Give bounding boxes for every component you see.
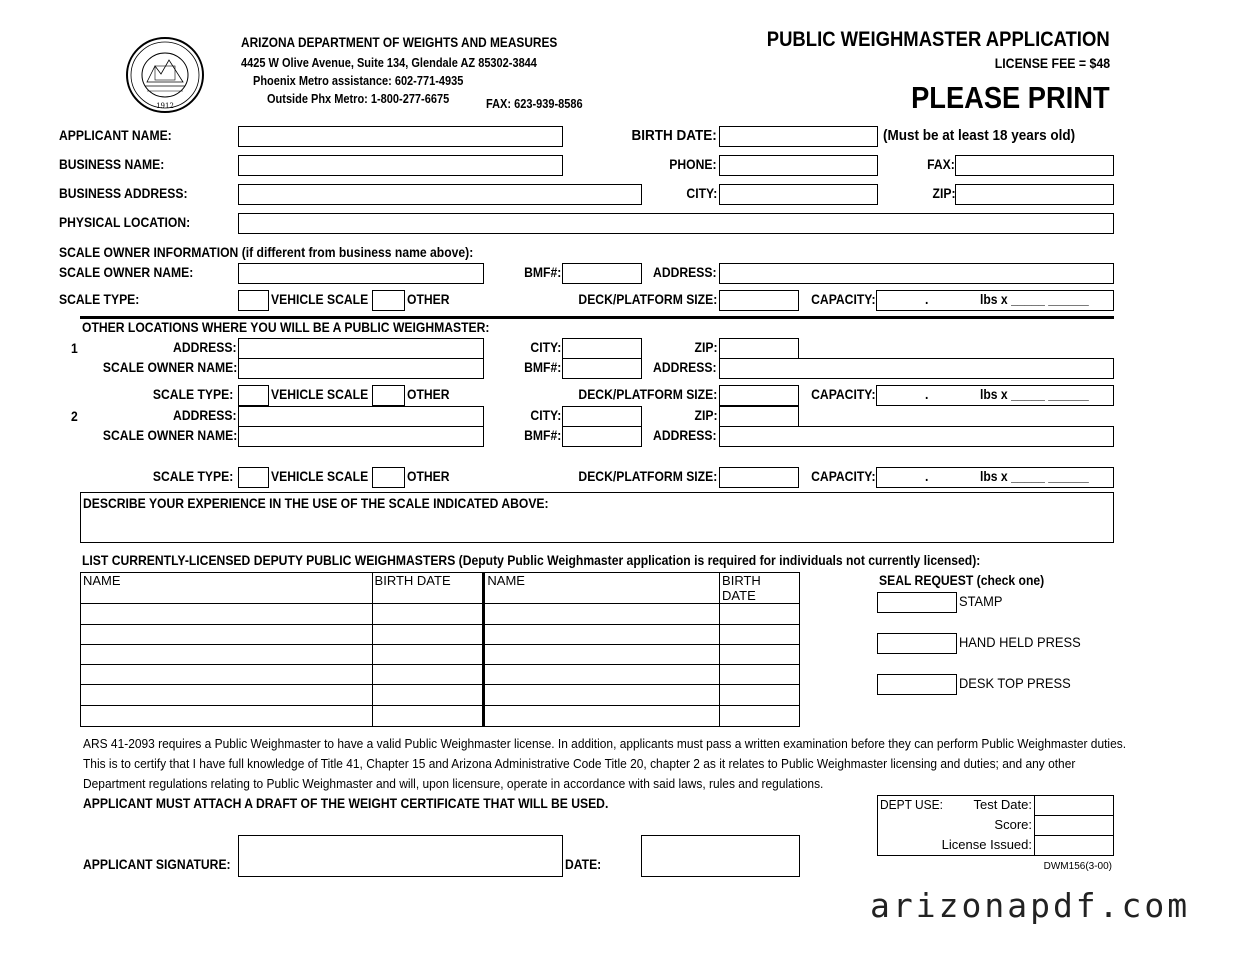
table-row [81, 625, 800, 645]
form-title: PUBLIC WEIGHMASTER APPLICATION [767, 28, 1110, 51]
table-cell[interactable] [372, 665, 484, 685]
capacity-lbs: lbs x _____ ______ [980, 292, 1089, 307]
loc2-bmf-field[interactable] [562, 426, 642, 447]
loc1-city-label: CITY: [530, 340, 561, 355]
table-cell[interactable] [720, 625, 800, 645]
bmf-field[interactable] [562, 263, 642, 284]
watermark: arizonapdf.com [870, 886, 1191, 925]
applicant-name-label: APPLICANT NAME: [59, 128, 172, 143]
col-name2-header: NAME [484, 573, 720, 604]
loc2-owner-name-label: SCALE OWNER NAME: [102, 428, 237, 443]
phoenix-phone: Phoenix Metro assistance: 602-771-4935 [253, 74, 464, 88]
loc1-capacity-dot: . [925, 387, 929, 402]
test-date-field[interactable] [1034, 795, 1114, 816]
loc2-scale-type-label: SCALE TYPE: [152, 469, 233, 484]
loc2-capacity-label: CAPACITY: [810, 469, 875, 484]
hand-held-label: HAND HELD PRESS [959, 634, 1081, 650]
desk-top-label: DESK TOP PRESS [959, 675, 1071, 691]
loc1-vehicle-scale-checkbox[interactable] [238, 385, 269, 406]
applicant-name-field[interactable] [238, 126, 563, 147]
loc1-other-checkbox[interactable] [372, 385, 405, 406]
scale-owner-section-label: SCALE OWNER INFORMATION (if different from business name above): [59, 245, 474, 260]
license-issued-field[interactable] [1034, 835, 1114, 856]
loc2-bmf-label: BMF#: [523, 428, 561, 443]
loc1-other-label: OTHER [407, 387, 450, 402]
table-cell[interactable] [484, 665, 720, 685]
stamp-checkbox[interactable] [877, 592, 957, 613]
loc2-capacity-lbs: lbs x _____ ______ [980, 469, 1089, 484]
table-row [81, 604, 800, 625]
loc2-deck-label: DECK/PLATFORM SIZE: [578, 469, 717, 484]
table-cell[interactable] [81, 685, 373, 706]
loc2-vehicle-scale-label: VEHICLE SCALE [271, 469, 369, 484]
please-print: PLEASE PRINT [911, 80, 1110, 115]
phone-field[interactable] [719, 155, 878, 176]
agency-address: 4425 W Olive Avenue, Suite 134, Glendale AZ 85302-3844 [241, 56, 537, 70]
loc1-deck-field[interactable] [719, 385, 799, 406]
business-address-label: BUSINESS ADDRESS: [59, 186, 188, 201]
legal-line-1: ARS 41-2093 requires a Public Weighmaster to have a valid Public Weighmaster license. In addition, applicants must pass a written examination before they can perform Public Weighmaster duties. [83, 736, 1127, 751]
table-cell[interactable] [484, 645, 720, 665]
table-row [81, 645, 800, 665]
legal-line-2: This is to certify that I have full knowledge of Title 41, Chapter 15 and Arizona Administrative Code Title 20, chapter 2 as it relates to Public Weighmaster licensing and duties; and any other [83, 756, 1076, 771]
loc1-vehicle-scale-label: VEHICLE SCALE [271, 387, 369, 402]
table-cell[interactable] [484, 604, 720, 625]
fax-field[interactable] [955, 155, 1114, 176]
loc2-other-checkbox[interactable] [372, 467, 405, 488]
loc2-city-field[interactable] [562, 406, 642, 427]
fax-label: FAX: [927, 157, 955, 172]
loc1-capacity-label: CAPACITY: [810, 387, 875, 402]
loc2-zip-label: ZIP: [694, 408, 717, 423]
zip-field[interactable] [955, 184, 1114, 205]
table-cell[interactable] [81, 625, 373, 645]
business-name-label: BUSINESS NAME: [59, 157, 165, 172]
agency-fax: FAX: 623-939-8586 [486, 97, 583, 111]
desk-top-checkbox[interactable] [877, 674, 957, 695]
scale-owner-name-field[interactable] [238, 263, 484, 284]
table-cell[interactable] [372, 706, 484, 727]
license-fee: LICENSE FEE = $48 [994, 55, 1110, 71]
loc2-city-label: CITY: [530, 408, 561, 423]
location-1-number: 1 [71, 341, 78, 356]
other-checkbox[interactable] [372, 290, 405, 311]
table-row [81, 706, 800, 727]
outside-phoenix-phone: Outside Phx Metro: 1-800-277-6675 [267, 92, 450, 106]
loc1-zip-field[interactable] [719, 338, 799, 359]
table-cell[interactable] [81, 645, 373, 665]
experience-label: DESCRIBE YOUR EXPERIENCE IN THE USE OF THE SCALE INDICATED ABOVE: [83, 496, 549, 511]
capacity-label: CAPACITY: [810, 292, 875, 307]
loc2-deck-field[interactable] [719, 467, 799, 488]
col-birth2-header: BIRTH DATE [720, 573, 800, 604]
form-code: DWM156(3-00) [1043, 861, 1112, 872]
table-cell[interactable] [720, 645, 800, 665]
table-cell[interactable] [720, 685, 800, 706]
loc2-zip-field[interactable] [719, 406, 799, 427]
table-row [81, 665, 800, 685]
table-cell[interactable] [81, 604, 373, 625]
table-cell[interactable] [720, 604, 800, 625]
stamp-label: STAMP [959, 593, 1003, 609]
hand-held-checkbox[interactable] [877, 633, 957, 654]
loc2-address-field[interactable] [238, 406, 484, 427]
loc1-city-field[interactable] [562, 338, 642, 359]
loc2-vehicle-scale-checkbox[interactable] [238, 467, 269, 488]
bmf-label: BMF#: [523, 265, 561, 280]
loc1-address-label: ADDRESS: [173, 340, 237, 355]
location-2-number: 2 [71, 409, 78, 424]
city-label: CITY: [686, 186, 717, 201]
loc1-bmf-label: BMF#: [523, 360, 561, 375]
loc1-address-field[interactable] [238, 338, 484, 359]
legal-line-3: Department regulations relating to Public Weighmaster and will, upon licensure, operate in accordance with said laws, rules and regulations. [83, 776, 824, 791]
age-note: (Must be at least 18 years old) [883, 127, 1076, 144]
license-issued-label: License Issued: [941, 837, 1032, 852]
loc2-other-label: OTHER [407, 469, 450, 484]
loc1-scale-type-label: SCALE TYPE: [152, 387, 233, 402]
vehicle-scale-label: VEHICLE SCALE [271, 292, 369, 307]
table-cell[interactable] [720, 706, 800, 727]
other-locations-label: OTHER LOCATIONS WHERE YOU WILL BE A PUBLIC WEIGHMASTER: [82, 320, 490, 335]
city-field[interactable] [719, 184, 878, 205]
loc1-owner-address-label: ADDRESS: [653, 360, 717, 375]
vehicle-scale-checkbox[interactable] [238, 290, 269, 311]
signature-label: APPLICANT SIGNATURE: [83, 857, 231, 872]
svg-text:1912: 1912 [156, 102, 174, 110]
phone-label: PHONE: [669, 157, 717, 172]
dept-use-label: DEPT USE: [880, 797, 943, 812]
loc1-owner-address-field[interactable] [719, 358, 1114, 379]
attach-notice: APPLICANT MUST ATTACH A DRAFT OF THE WEIGHT CERTIFICATE THAT WILL BE USED. [83, 796, 609, 811]
score-field[interactable] [1034, 815, 1114, 836]
capacity-dot: . [925, 292, 929, 307]
deck-size-field[interactable] [719, 290, 799, 311]
physical-location-field[interactable] [238, 213, 1114, 234]
birth-date-label: BIRTH DATE: [631, 127, 717, 144]
deputies-label: LIST CURRENTLY-LICENSED DEPUTY PUBLIC WEIGHMASTERS (Deputy Public Weighmaster application is required for individuals not currently licensed): [82, 553, 981, 568]
business-name-field[interactable] [238, 155, 563, 176]
state-seal-icon [125, 36, 205, 114]
col-birth-header: BIRTH DATE [372, 573, 484, 604]
deck-size-label: DECK/PLATFORM SIZE: [578, 292, 717, 307]
table-cell[interactable] [720, 665, 800, 685]
scale-type-label: SCALE TYPE: [59, 292, 140, 307]
loc2-owner-address-label: ADDRESS: [653, 428, 717, 443]
business-address-field[interactable] [238, 184, 642, 205]
table-row [81, 573, 800, 604]
date-label: DATE: [565, 857, 602, 872]
section-divider [80, 316, 1114, 319]
date-field[interactable] [641, 835, 800, 877]
seal-request-label: SEAL REQUEST (check one) [879, 573, 1045, 588]
loc1-zip-label: ZIP: [694, 340, 717, 355]
test-date-label: Test Date: [973, 797, 1032, 812]
table-cell[interactable] [81, 706, 373, 727]
scale-owner-name-label: SCALE OWNER NAME: [59, 265, 194, 280]
agency-name: ARIZONA DEPARTMENT OF WEIGHTS AND MEASURES [241, 35, 558, 50]
loc1-deck-label: DECK/PLATFORM SIZE: [578, 387, 717, 402]
scale-owner-address-label: ADDRESS: [653, 265, 717, 280]
table-cell[interactable] [484, 625, 720, 645]
loc1-owner-name-field[interactable] [238, 358, 484, 379]
col-name-header: NAME [81, 573, 373, 604]
loc1-owner-name-label: SCALE OWNER NAME: [102, 360, 237, 375]
birth-date-field[interactable] [719, 126, 878, 147]
other-label: OTHER [407, 292, 450, 307]
loc2-address-label: ADDRESS: [173, 408, 237, 423]
table-cell[interactable] [81, 665, 373, 685]
loc2-owner-name-field[interactable] [238, 426, 484, 447]
table-row [81, 685, 800, 706]
score-label: Score: [994, 817, 1032, 832]
deputies-table [80, 572, 800, 727]
loc2-owner-address-field[interactable] [719, 426, 1114, 447]
scale-owner-address-field[interactable] [719, 263, 1114, 284]
table-cell[interactable] [372, 604, 484, 625]
table-cell[interactable] [484, 685, 720, 706]
table-cell[interactable] [372, 685, 484, 706]
zip-label: ZIP: [932, 186, 955, 201]
table-cell[interactable] [372, 625, 484, 645]
loc1-capacity-lbs: lbs x _____ ______ [980, 387, 1089, 402]
table-cell[interactable] [484, 706, 720, 727]
physical-location-label: PHYSICAL LOCATION: [59, 215, 191, 230]
table-cell[interactable] [372, 645, 484, 665]
signature-field[interactable] [238, 835, 563, 877]
loc1-bmf-field[interactable] [562, 358, 642, 379]
loc2-capacity-dot: . [925, 469, 929, 484]
